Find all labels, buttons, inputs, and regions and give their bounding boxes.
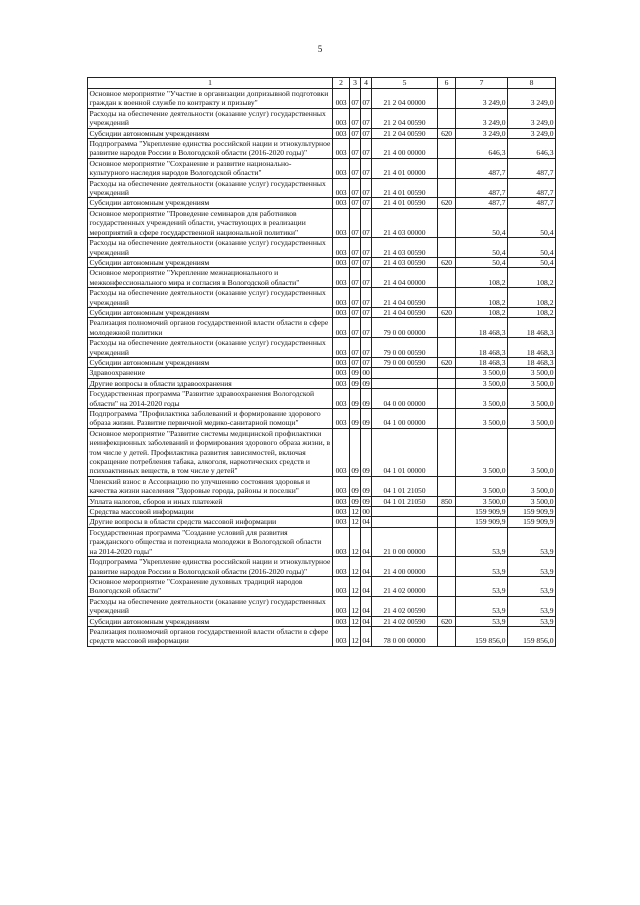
row-name: Государственная программа "Развитие здравоохранения Вологодской области" на 2014-2020 годы <box>88 389 333 409</box>
table-row <box>88 378 556 388</box>
row-expense-type <box>438 378 456 388</box>
row-expense-type <box>438 158 456 178</box>
row-expense-type <box>438 89 456 109</box>
row-sum-year-1: 487,7 <box>456 158 508 178</box>
row-section-code: 07 <box>350 158 361 178</box>
row-sum-year-2: 3 500,0 <box>508 389 556 409</box>
row-target-article: 21 4 03 00000 <box>372 208 438 237</box>
row-section-code: 07 <box>351 128 359 138</box>
row-target-article: 04 1 01 21050 <box>372 496 438 506</box>
row-expense-type: 620 <box>438 307 456 317</box>
row-expense-type <box>438 139 456 159</box>
row-target-article <box>372 517 438 527</box>
table-row <box>88 257 556 267</box>
row-ved-code: 003 <box>333 576 350 596</box>
header-col-3: 3 <box>350 78 361 89</box>
table-row <box>88 557 556 577</box>
row-target-article: 78 0 00 00000 <box>372 626 438 646</box>
row-target-article: 04 1 01 21050 <box>372 476 438 496</box>
row-target-article: 21 4 01 00000 <box>372 158 438 178</box>
row-sum-year-1: 18 468,3 <box>456 357 508 367</box>
row-sum-year-1: 487,7 <box>456 178 508 198</box>
row-sum-year-1: 108,2 <box>456 307 508 317</box>
row-expense-type <box>438 288 456 308</box>
row-ved-code: 003 <box>333 238 350 258</box>
row-sum-year-2: 50,4 <box>508 238 556 258</box>
row-sum-year-2: 3 500,0 <box>508 368 556 378</box>
row-sum-year-2: 3 500,0 <box>508 496 556 506</box>
row-ved-code: 003 <box>333 557 350 577</box>
row-expense-type <box>438 268 456 288</box>
row-sum-year-1: 53,9 <box>456 557 508 577</box>
row-section-code: 12 <box>351 517 359 527</box>
row-sum-year-1: 50,4 <box>456 257 508 267</box>
row-sum-year-2: 159 856,0 <box>508 626 556 646</box>
table-row <box>88 108 556 128</box>
row-name: Членский взнос в Ассоциацию по улучшению состояния здоровья и качества жизни населения "Здоровые города, районы и поселки" <box>88 476 333 496</box>
row-section-code: 07 <box>350 238 361 258</box>
row-sum-year-1: 3 500,0 <box>456 378 508 388</box>
row-subsection-code: 04 <box>361 596 372 616</box>
row-ved-code: 003 <box>333 368 350 378</box>
row-ved-code: 003 <box>333 596 350 616</box>
row-section-code: 07 <box>351 307 359 317</box>
row-expense-type <box>438 238 456 258</box>
row-sum-year-1: 3 500,0 <box>456 496 508 506</box>
row-sum-year-1: 18 468,3 <box>456 318 508 338</box>
row-expense-type <box>438 517 456 527</box>
row-subsection-code: 09 <box>361 476 372 496</box>
row-ved-code: 003 <box>333 139 350 159</box>
row-section-code: 07 <box>350 268 361 288</box>
row-name: Субсидии автономным учреждениям <box>88 616 333 626</box>
row-section-code: 12 <box>350 557 361 577</box>
row-expense-type <box>438 626 456 646</box>
row-ved-code: 003 <box>333 496 350 506</box>
table-row <box>88 208 556 237</box>
row-target-article: 21 4 03 00590 <box>372 238 438 258</box>
row-sum-year-2: 108,2 <box>508 268 556 288</box>
row-sum-year-1: 3 249,0 <box>456 89 508 109</box>
row-subsection-code: 07 <box>362 357 370 367</box>
row-sum-year-1: 18 468,3 <box>456 338 508 358</box>
row-name: Подпрограмма "Профилактика заболеваний и формирование здорового образа жизни. Развитие первичной медико-санитарной помощи" <box>88 409 333 429</box>
row-target-article: 21 4 03 00590 <box>372 257 438 267</box>
row-ved-code: 003 <box>333 428 350 476</box>
row-sum-year-2: 3 249,0 <box>508 89 556 109</box>
row-target-article: 04 0 00 00000 <box>372 389 438 409</box>
row-sum-year-2: 159 909,9 <box>508 507 556 517</box>
row-ved-code: 003 <box>333 307 350 317</box>
row-expense-type <box>438 576 456 596</box>
row-name: Реализация полномочий органов государственной власти области в сфере молодежной политики <box>88 318 333 338</box>
row-section-code: 12 <box>350 576 361 596</box>
table-row <box>88 616 556 626</box>
row-target-article: 79 0 00 00590 <box>372 357 438 367</box>
row-sum-year-1: 50,4 <box>456 238 508 258</box>
row-name: Основное мероприятие "Развитие системы медицинской профилактики неинфекционных заболеваний и формирования здорового образа жизни, в том числе у детей. Профилактика развития зависимостей, включая сокращение потребления табака, алкоголя, наркотических средств и психоактивных веществ, в том числе у детей" <box>88 428 333 476</box>
row-ved-code: 003 <box>333 616 350 626</box>
table-row <box>88 496 556 506</box>
row-section-code: 07 <box>351 257 359 267</box>
header-col-2: 2 <box>333 78 350 89</box>
row-name: Государственная программа "Создание условий для развития гражданского общества и потенциала молодежи в Вологодской области на 2014-2020 годы" <box>88 527 333 556</box>
row-target-article <box>372 378 438 388</box>
table-header-row <box>88 78 556 89</box>
row-section-code: 09 <box>351 378 359 388</box>
row-expense-type <box>438 476 456 496</box>
row-sum-year-2: 3 500,0 <box>508 378 556 388</box>
row-target-article: 21 0 00 00000 <box>372 527 438 556</box>
row-section-code: 07 <box>351 357 359 367</box>
row-target-article: 21 4 04 00590 <box>372 288 438 308</box>
row-target-article: 21 4 01 00590 <box>372 198 438 208</box>
row-ved-code: 003 <box>333 626 350 646</box>
table-row <box>88 268 556 288</box>
row-name: Основное мероприятие "Участие в организации допризывной подготовки граждан к военной службе по контракту и призыву" <box>88 89 333 109</box>
row-ved-code: 003 <box>333 338 350 358</box>
table-row <box>88 178 556 198</box>
row-expense-type <box>438 527 456 556</box>
row-subsection-code: 07 <box>361 238 372 258</box>
table-row <box>88 238 556 258</box>
row-expense-type: 620 <box>438 198 456 208</box>
row-ved-code: 003 <box>333 89 350 109</box>
table-row <box>88 576 556 596</box>
table-row <box>88 428 556 476</box>
row-subsection-code: 07 <box>361 139 372 159</box>
row-name: Расходы на обеспечение деятельности (оказание услуг) государственных учреждений <box>88 238 333 258</box>
row-target-article <box>372 368 438 378</box>
row-name: Расходы на обеспечение деятельности (оказание услуг) государственных учреждений <box>88 596 333 616</box>
row-name: Основное мероприятие "Проведение семинаров для работников государственных учреждений области, участвующих в реализации мероприятий в сфере государственной национальной политики" <box>88 208 333 237</box>
row-expense-type <box>438 389 456 409</box>
row-subsection-code: 04 <box>361 527 372 556</box>
table-row <box>88 389 556 409</box>
row-name: Субсидии автономным учреждениям <box>88 198 333 208</box>
row-sum-year-1: 3 249,0 <box>456 128 508 138</box>
row-sum-year-1: 53,9 <box>456 616 508 626</box>
row-target-article: 04 1 01 00000 <box>372 428 438 476</box>
row-target-article: 21 4 02 00000 <box>372 576 438 596</box>
row-ved-code: 003 <box>333 208 350 237</box>
row-expense-type <box>438 368 456 378</box>
row-target-article: 21 2 04 00590 <box>372 108 438 128</box>
row-section-code: 07 <box>350 288 361 308</box>
row-subsection-code: 04 <box>362 517 370 527</box>
row-expense-type <box>438 178 456 198</box>
row-subsection-code: 09 <box>361 389 372 409</box>
table-body <box>88 89 556 647</box>
row-target-article: 79 0 00 00000 <box>372 318 438 338</box>
row-section-code: 07 <box>350 178 361 198</box>
row-section-code: 09 <box>350 476 361 496</box>
row-section-code: 07 <box>350 139 361 159</box>
row-name: Другие вопросы в области средств массовой информации <box>88 517 333 527</box>
row-name: Подпрограмма "Укрепление единства российской нации и этнокультурное развитие народов России в Вологодской области (2016-2020 годы)" <box>88 557 333 577</box>
row-expense-type <box>438 409 456 429</box>
row-name: Основное мероприятие "Укрепление межнационального и межконфессионального мира и согласия в Вологодской области" <box>88 268 333 288</box>
row-expense-type: 620 <box>438 128 456 138</box>
row-name: Расходы на обеспечение деятельности (оказание услуг) государственных учреждений <box>88 108 333 128</box>
row-section-code: 07 <box>350 318 361 338</box>
row-subsection-code: 07 <box>361 158 372 178</box>
row-target-article: 21 4 04 00000 <box>372 268 438 288</box>
table-row <box>88 288 556 308</box>
row-expense-type: 620 <box>438 616 456 626</box>
row-target-article: 21 2 04 00590 <box>372 128 438 138</box>
row-sum-year-2: 53,9 <box>508 616 556 626</box>
row-subsection-code: 07 <box>361 108 372 128</box>
row-expense-type <box>438 108 456 128</box>
row-sum-year-2: 159 909,9 <box>508 517 556 527</box>
row-subsection-code: 07 <box>361 318 372 338</box>
row-ved-code: 003 <box>333 108 350 128</box>
row-sum-year-1: 3 249,0 <box>456 108 508 128</box>
row-sum-year-1: 53,9 <box>456 527 508 556</box>
row-target-article: 21 4 00 00000 <box>372 139 438 159</box>
row-sum-year-2: 53,9 <box>508 527 556 556</box>
table-row <box>88 338 556 358</box>
row-section-code: 07 <box>350 208 361 237</box>
row-name: Расходы на обеспечение деятельности (оказание услуг) государственных учреждений <box>88 288 333 308</box>
row-sum-year-1: 3 500,0 <box>456 409 508 429</box>
row-section-code: 12 <box>351 507 359 517</box>
row-sum-year-1: 3 500,0 <box>456 428 508 476</box>
row-name: Другие вопросы в области здравоохранения <box>88 378 333 388</box>
row-sum-year-2: 18 468,3 <box>508 357 556 367</box>
row-subsection-code: 09 <box>361 409 372 429</box>
row-sum-year-2: 487,7 <box>508 178 556 198</box>
row-name: Здравоохранение <box>88 368 333 378</box>
row-sum-year-1: 108,2 <box>456 268 508 288</box>
row-ved-code: 003 <box>333 178 350 198</box>
row-section-code: 07 <box>351 198 359 208</box>
row-subsection-code: 09 <box>361 428 372 476</box>
row-target-article: 04 1 00 00000 <box>372 409 438 429</box>
row-section-code: 09 <box>350 389 361 409</box>
row-section-code: 09 <box>350 409 361 429</box>
row-name: Субсидии автономным учреждениям <box>88 307 333 317</box>
row-sum-year-1: 108,2 <box>456 288 508 308</box>
row-subsection-code: 07 <box>362 257 370 267</box>
row-sum-year-2: 646,3 <box>508 139 556 159</box>
row-sum-year-1: 50,4 <box>456 208 508 237</box>
row-name: Расходы на обеспечение деятельности (оказание услуг) государственных учреждений <box>88 338 333 358</box>
header-col-5: 5 <box>372 78 438 89</box>
row-ved-code: 003 <box>333 128 350 138</box>
row-ved-code: 003 <box>333 158 350 178</box>
row-subsection-code: 07 <box>361 178 372 198</box>
row-name: Субсидии автономным учреждениям <box>88 128 333 138</box>
header-col-8: 8 <box>508 78 556 89</box>
row-sum-year-1: 3 500,0 <box>456 368 508 378</box>
table-row <box>88 318 556 338</box>
row-target-article: 21 4 02 00590 <box>372 616 438 626</box>
table-row <box>88 596 556 616</box>
row-target-article <box>372 507 438 517</box>
table-row <box>88 409 556 429</box>
row-subsection-code: 07 <box>362 198 370 208</box>
row-sum-year-1: 3 500,0 <box>456 476 508 496</box>
row-ved-code: 003 <box>333 476 350 496</box>
row-expense-type <box>438 596 456 616</box>
row-name: Подпрограмма "Укрепление единства российской нации и этнокультурное развитие народов России в Вологодской области (2016-2020 годы)" <box>88 139 333 159</box>
row-sum-year-1: 487,7 <box>456 198 508 208</box>
row-sum-year-2: 53,9 <box>508 576 556 596</box>
row-ved-code: 003 <box>333 378 350 388</box>
table-row <box>88 476 556 496</box>
row-expense-type <box>438 318 456 338</box>
row-sum-year-1: 53,9 <box>456 576 508 596</box>
row-sum-year-2: 53,9 <box>508 596 556 616</box>
header-col-6: 6 <box>438 78 456 89</box>
row-target-article: 79 0 00 00590 <box>372 338 438 358</box>
row-expense-type <box>438 557 456 577</box>
row-subsection-code: 04 <box>361 557 372 577</box>
row-sum-year-1: 3 500,0 <box>456 389 508 409</box>
table-row <box>88 89 556 109</box>
row-expense-type <box>438 507 456 517</box>
row-sum-year-2: 3 500,0 <box>508 476 556 496</box>
row-sum-year-2: 3 500,0 <box>508 409 556 429</box>
row-section-code: 12 <box>351 616 359 626</box>
row-subsection-code: 04 <box>362 616 370 626</box>
table-row <box>88 357 556 367</box>
row-sum-year-1: 159 909,9 <box>456 517 508 527</box>
row-ved-code: 003 <box>333 357 350 367</box>
header-col-7: 7 <box>456 78 508 89</box>
row-name: Субсидии автономным учреждениям <box>88 257 333 267</box>
row-ved-code: 003 <box>333 268 350 288</box>
table-row <box>88 128 556 138</box>
row-section-code: 12 <box>350 527 361 556</box>
row-subsection-code: 07 <box>361 208 372 237</box>
row-sum-year-2: 487,7 <box>508 158 556 178</box>
row-target-article: 21 4 00 00000 <box>372 557 438 577</box>
row-expense-type: 620 <box>438 257 456 267</box>
page-number: 5 <box>317 44 323 54</box>
row-subsection-code: 04 <box>361 576 372 596</box>
row-name: Средства массовой информации <box>88 507 333 517</box>
row-expense-type <box>438 428 456 476</box>
row-ved-code: 003 <box>333 318 350 338</box>
table-row <box>88 307 556 317</box>
row-name: Субсидии автономным учреждениям <box>88 357 333 367</box>
row-section-code: 09 <box>351 496 359 506</box>
row-sum-year-1: 159 909,9 <box>456 507 508 517</box>
row-section-code: 07 <box>350 89 361 109</box>
row-expense-type <box>438 338 456 358</box>
row-subsection-code: 09 <box>362 496 370 506</box>
row-name: Основное мероприятие "Сохранение и развитие национально-культурного наследия народов Вологодской области" <box>88 158 333 178</box>
row-target-article: 21 4 01 00590 <box>372 178 438 198</box>
budget-table <box>87 77 556 647</box>
row-section-code: 12 <box>350 596 361 616</box>
row-subsection-code: 04 <box>361 626 372 646</box>
row-section-code: 09 <box>350 428 361 476</box>
row-ved-code: 003 <box>333 288 350 308</box>
row-subsection-code: 00 <box>362 507 370 517</box>
row-section-code: 12 <box>350 626 361 646</box>
row-subsection-code: 07 <box>362 128 370 138</box>
row-name: Расходы на обеспечение деятельности (оказание услуг) государственных учреждений <box>88 178 333 198</box>
row-sum-year-2: 3 249,0 <box>508 128 556 138</box>
table-row <box>88 198 556 208</box>
row-sum-year-2: 18 468,3 <box>508 318 556 338</box>
row-ved-code: 003 <box>333 389 350 409</box>
row-ved-code: 003 <box>333 409 350 429</box>
row-ved-code: 003 <box>333 198 350 208</box>
row-sum-year-2: 18 468,3 <box>508 338 556 358</box>
header-col-4: 4 <box>361 78 372 89</box>
row-target-article: 21 4 04 00590 <box>372 307 438 317</box>
table-row <box>88 139 556 159</box>
row-target-article: 21 4 02 00590 <box>372 596 438 616</box>
row-section-code: 07 <box>350 108 361 128</box>
row-sum-year-2: 108,2 <box>508 288 556 308</box>
row-subsection-code: 07 <box>362 307 370 317</box>
row-name: Реализация полномочий органов государственной власти области в сфере средств массовой информации <box>88 626 333 646</box>
row-sum-year-2: 50,4 <box>508 257 556 267</box>
table-row <box>88 507 556 517</box>
row-ved-code: 003 <box>333 517 350 527</box>
table-row <box>88 527 556 556</box>
row-subsection-code: 00 <box>362 368 370 378</box>
row-sum-year-1: 53,9 <box>456 596 508 616</box>
row-ved-code: 003 <box>333 507 350 517</box>
row-sum-year-1: 159 856,0 <box>456 626 508 646</box>
row-subsection-code: 09 <box>362 378 370 388</box>
row-expense-type: 850 <box>438 496 456 506</box>
row-subsection-code: 07 <box>361 268 372 288</box>
row-sum-year-2: 3 249,0 <box>508 108 556 128</box>
row-sum-year-1: 646,3 <box>456 139 508 159</box>
row-ved-code: 003 <box>333 257 350 267</box>
row-expense-type <box>438 208 456 237</box>
row-sum-year-2: 3 500,0 <box>508 428 556 476</box>
row-section-code: 09 <box>351 368 359 378</box>
table-row <box>88 158 556 178</box>
row-name: Основное мероприятие "Сохранение духовных традиций народов Вологодской области" <box>88 576 333 596</box>
table-row <box>88 517 556 527</box>
row-sum-year-2: 50,4 <box>508 208 556 237</box>
row-subsection-code: 07 <box>361 288 372 308</box>
row-subsection-code: 07 <box>361 89 372 109</box>
table-row <box>88 368 556 378</box>
row-sum-year-2: 487,7 <box>508 198 556 208</box>
row-sum-year-2: 108,2 <box>508 307 556 317</box>
row-expense-type: 620 <box>438 357 456 367</box>
row-subsection-code: 07 <box>361 338 372 358</box>
row-section-code: 07 <box>350 338 361 358</box>
table-row <box>88 626 556 646</box>
row-sum-year-2: 53,9 <box>508 557 556 577</box>
header-col-1: 1 <box>88 78 333 89</box>
row-name: Уплата налогов, сборов и иных платежей <box>88 496 333 506</box>
row-ved-code: 003 <box>333 527 350 556</box>
row-target-article: 21 2 04 00000 <box>372 89 438 109</box>
